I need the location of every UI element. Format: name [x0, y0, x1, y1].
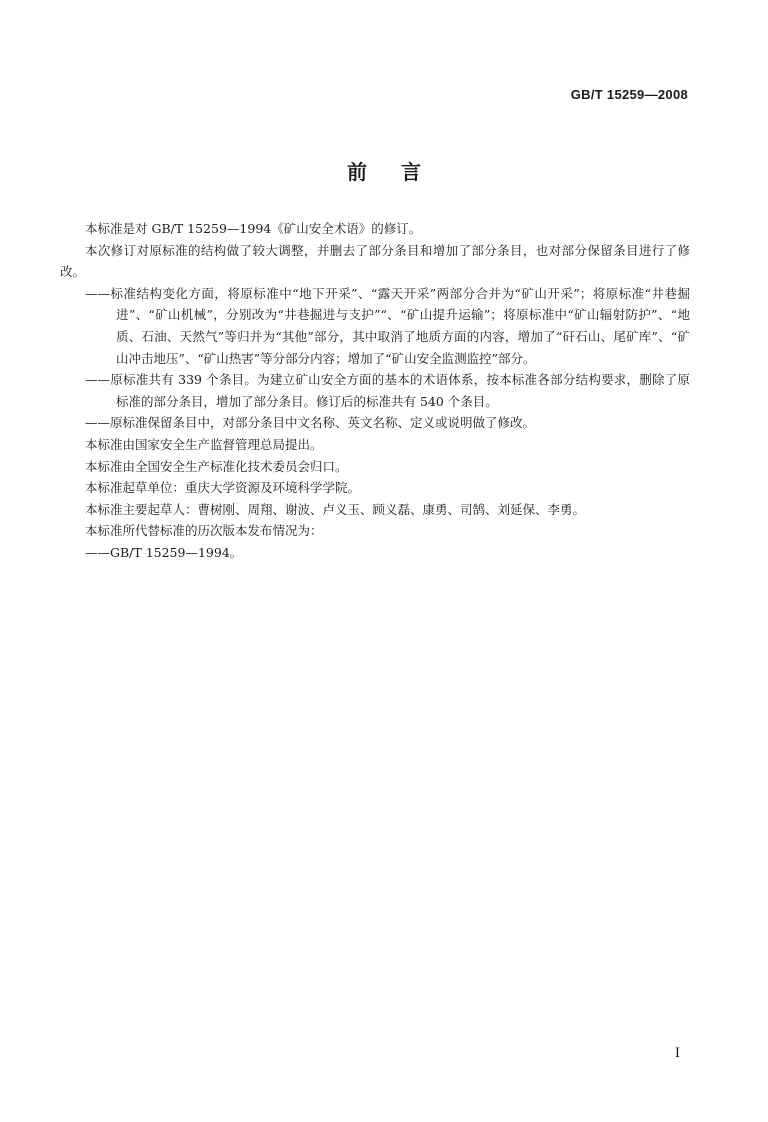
- drafters-statement: 本标准主要起草人：曹树刚、周翔、谢波、卢义玉、顾义磊、康勇、司鹄、刘延保、李勇。: [85, 501, 586, 517]
- page-number: I: [674, 1046, 680, 1061]
- change-item-retained: ——原标准保留条目中，对部分条目中文名称、英文名称、定义或说明做了修改。: [85, 415, 536, 431]
- drafting-unit-statement: 本标准起草单位：重庆大学资源及环境科学学院。: [85, 480, 361, 496]
- proposer-statement: 本标准由国家安全生产监督管理总局提出。: [85, 436, 323, 452]
- page-title: 前言: [347, 160, 455, 184]
- history-item: ——GB/T 15259—1994。: [85, 544, 243, 560]
- standard-code: GB/T 15259—2008: [570, 87, 688, 102]
- change-item-entries: ——原标准共有 339 个条目。为建立矿山安全方面的基本的术语体系，按本标准各部分结构要求，删除了原标准的部分条目，增加了部分条目。修订后的标准共有 540 个条目。: [85, 372, 690, 409]
- document-body: [60, 218, 690, 564]
- intro-paragraph: 本标准是对 GB/T 15259—1994《矿山安全术语》的修订。: [85, 221, 422, 236]
- history-statement: 本标准所代替标准的历次版本发布情况为：: [85, 523, 323, 539]
- revision-paragraph: 本次修订对原标准的结构做了较大调整，并删去了部分条目和增加了部分条目，也对部分保留条目进行了修改。: [60, 242, 690, 280]
- change-item-structure: ——标准结构变化方面，将原标准中“地下开采”、“露天开采”两部分合并为“矿山开采”；将原标准“井巷掘进”、“矿山机械”，分别改为“井巷掘进与支护”“、“矿山提升运输”；将原标准中“矿山辐射防护”、“地质、石油、天然气”等归并为“其他”部分，其中取消了地质方面的内容，增加了“矸石山、尾矿库”、“矿山冲击地压”、“矿山热害”等分部分内容；增加了“矿山安全监测监控”部分。: [85, 285, 690, 366]
- authority-statement: 本标准由全国安全生产标准化技术委员会归口。: [85, 458, 348, 474]
